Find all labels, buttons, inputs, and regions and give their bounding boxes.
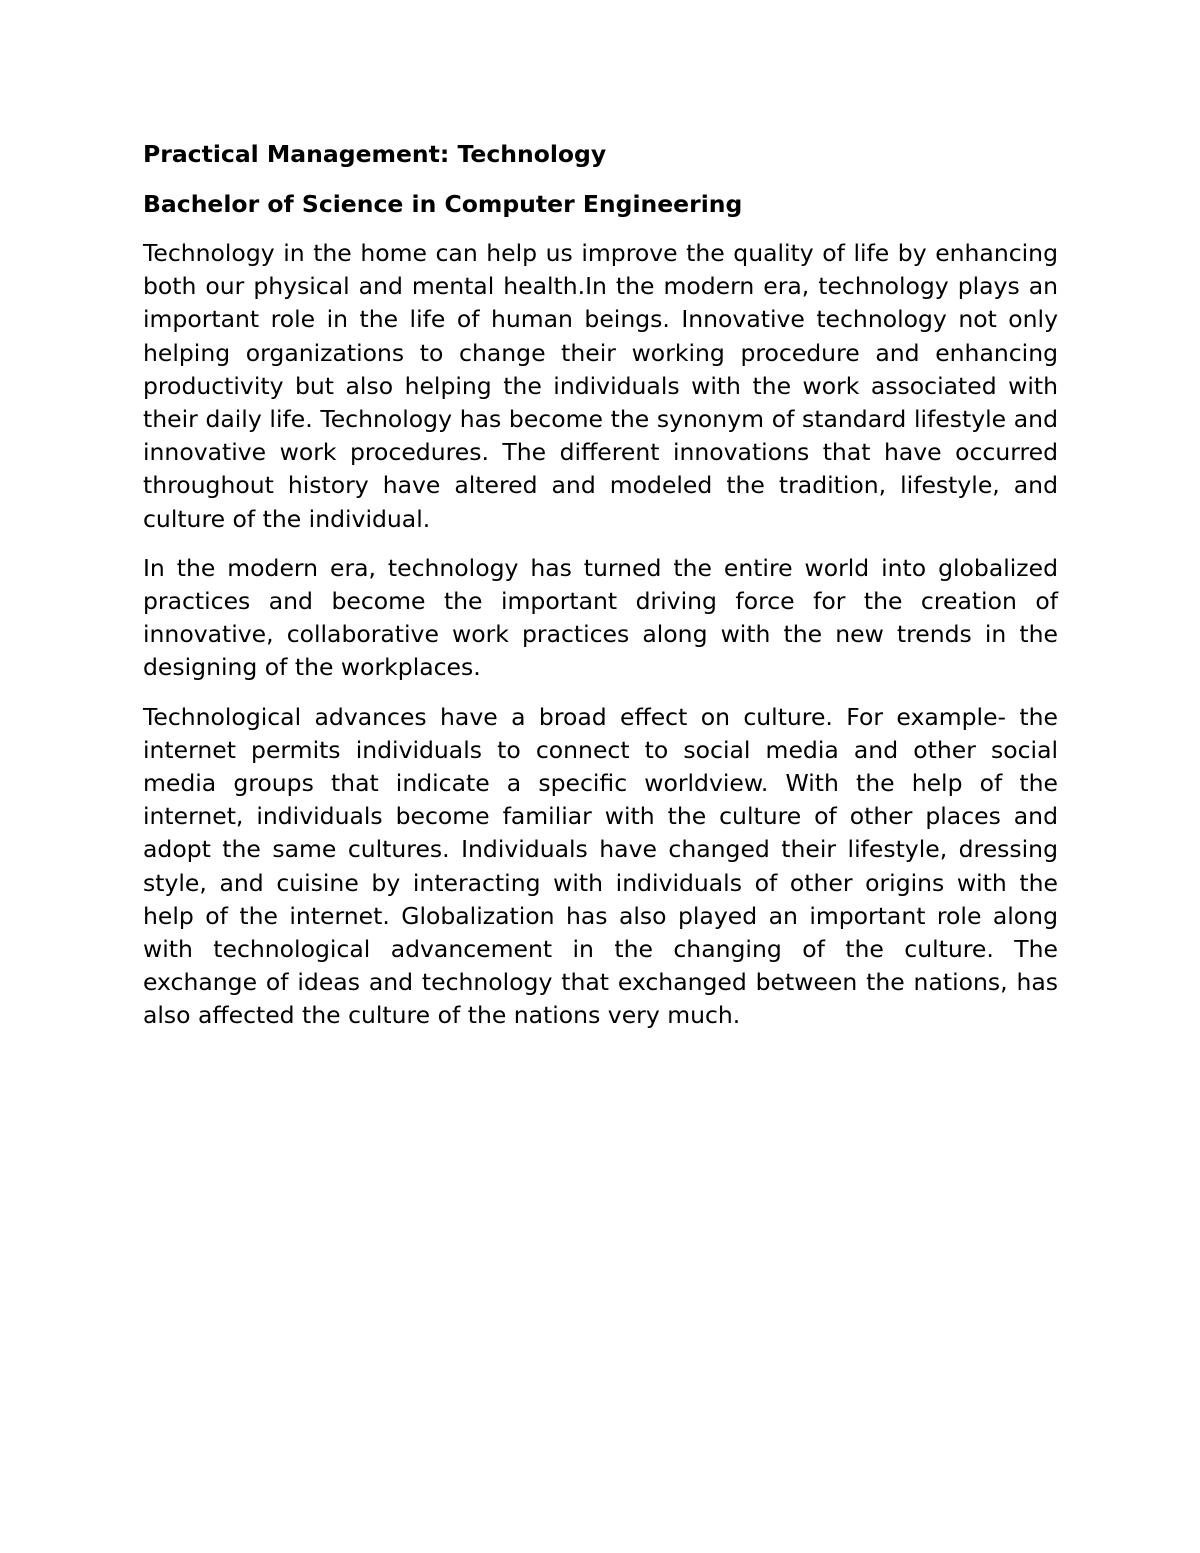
document-subtitle: Bachelor of Science in Computer Engineering	[143, 190, 743, 218]
body-paragraph-3: Technological advances have a broad effect on culture. For example- the internet permits individuals to connect to social media and other social media groups that indicate a specific worldview. With the help of the internet, individuals become familiar with the culture of other places and adopt the same cultures. Individuals have changed their lifestyle, dressing style, and cuisine by interacting with individuals of other origins with the help of the internet. Globalization has also played an important role along with technological advancement in the changing of the culture. The exchange of ideas and technology that exchanged between the nations, has also affected the culture of the nations very much.	[143, 702, 1058, 1030]
body-paragraph-2: In the modern era, technology has turned the entire world into globalized practices and become the important driving force for the creation of innovative, collaborative work practices along with the new trends in the designing of the workplaces.	[143, 553, 1058, 682]
document-page	[143, 138, 1058, 1049]
body-paragraph-1: Technology in the home can help us improve the quality of life by enhancing both our physical and mental health.In the modern era, technology plays an important role in the life of human beings. Innovative technology not only helping organizations to change their working procedure and enhancing productivity but also helping the individuals with the work associated with their daily life. Technology has become the synonym of standard lifestyle and innovative work procedures. The different innovations that have occurred throughout history have altered and modeled the tradition, lifestyle, and culture of the individual.	[143, 239, 1058, 533]
document-title: Practical Management: Technology	[143, 140, 607, 168]
